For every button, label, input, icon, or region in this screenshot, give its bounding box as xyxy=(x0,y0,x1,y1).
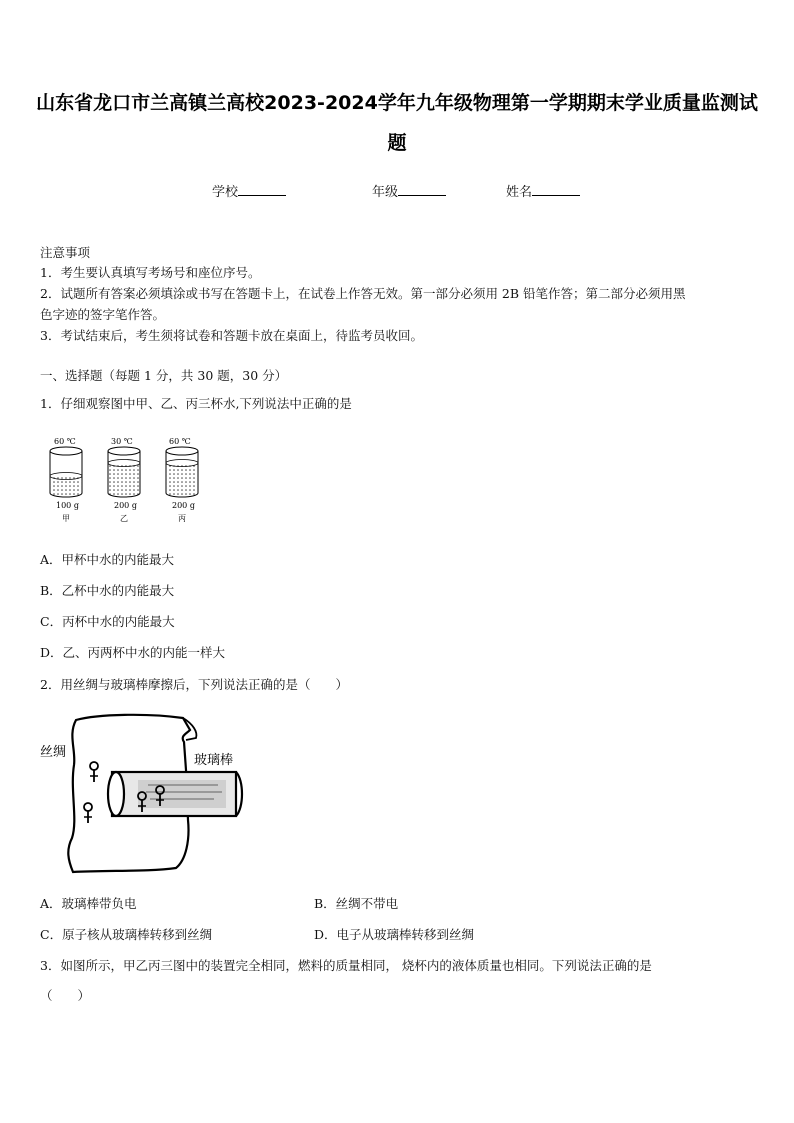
cup-jia-temp: 60 ℃ xyxy=(54,437,76,446)
notice-heading: 注意事项 xyxy=(40,245,91,260)
silk-label: 丝绸 xyxy=(40,745,67,760)
silk-glass-rod-diagram xyxy=(38,710,258,875)
q1-stem: 1．仔细观察图中甲、乙、丙三杯水,下列说法中正确的是 xyxy=(40,396,352,411)
notice-item-2: 2．试题所有答案必须填涂或书写在答题卡上，在试卷上作答无效。第一部分必须用 2B 铅笔作答；第二部分必须用黑 xyxy=(40,286,686,301)
cup-bing xyxy=(166,437,198,523)
q3-stem-tail: （ ） xyxy=(40,988,91,1003)
grade-blank[interactable] xyxy=(398,183,446,196)
glass-rod-label: 玻璃棒 xyxy=(194,753,234,768)
grade-label: 年级 xyxy=(372,185,399,200)
q1-figure xyxy=(40,432,220,526)
q2-option-b[interactable]: B．丝绸不带电 xyxy=(314,896,399,911)
q1-option-b[interactable]: B．乙杯中水的内能最大 xyxy=(40,583,175,598)
cup-bing-mass: 200 g xyxy=(172,501,195,510)
cup-yi xyxy=(108,437,140,523)
school-field[interactable] xyxy=(212,181,286,200)
cup-jia xyxy=(50,437,82,523)
three-cups-diagram xyxy=(40,432,220,526)
q1-option-a[interactable]: A．甲杯中水的内能最大 xyxy=(40,552,175,567)
q2-option-a[interactable]: A．玻璃棒带负电 xyxy=(40,896,137,911)
notice-item-1: 1．考生要认真填写考场号和座位序号。 xyxy=(40,265,261,280)
grade-field[interactable] xyxy=(372,181,446,200)
cup-yi-mass: 200 g xyxy=(114,501,137,510)
q2-option-c[interactable]: C．原子核从玻璃棒转移到丝绸 xyxy=(40,927,213,942)
q2-option-d[interactable]: D．电子从玻璃棒转移到丝绸 xyxy=(314,927,475,942)
q2-figure xyxy=(38,710,258,875)
q2-stem: 2．用丝绸与玻璃棒摩擦后，下列说法正确的是（ ） xyxy=(40,677,348,692)
school-label: 学校 xyxy=(212,185,239,200)
cup-bing-temp: 60 ℃ xyxy=(169,437,191,446)
q1-option-c[interactable]: C．丙杯中水的内能最大 xyxy=(40,614,175,629)
q1-option-d[interactable]: D．乙、丙两杯中水的内能一样大 xyxy=(40,645,226,660)
name-blank[interactable] xyxy=(532,183,580,196)
exam-title-line2: 题 xyxy=(387,132,407,154)
cup-yi-temp: 30 ℃ xyxy=(111,437,133,446)
cup-bing-label: 丙 xyxy=(178,514,186,523)
cup-yi-label: 乙 xyxy=(120,514,128,523)
school-blank[interactable] xyxy=(238,183,286,196)
q3-stem: 3．如图所示，甲乙丙三图中的装置完全相同，燃料的质量相同， 烧杯内的液体质量也相同。下列说法正确的是 xyxy=(40,958,652,973)
exam-title-line1: 山东省龙口市兰高镇兰高校2023-2024学年九年级物理第一学期期末学业质量监测试 xyxy=(36,92,758,114)
section-heading: 一、选择题（每题 1 分，共 30 题，30 分） xyxy=(40,368,288,383)
name-label: 姓名 xyxy=(506,185,533,200)
cup-jia-label: 甲 xyxy=(62,514,70,523)
notice-item-3: 3．考试结束后，考生须将试卷和答题卡放在桌面上，待监考员收回。 xyxy=(40,328,423,343)
cup-jia-mass: 100 g xyxy=(56,501,79,510)
notice-item-2-cont: 色字迹的签字笔作答。 xyxy=(40,307,166,322)
glass-rod xyxy=(108,772,242,816)
name-field[interactable] xyxy=(506,181,580,200)
